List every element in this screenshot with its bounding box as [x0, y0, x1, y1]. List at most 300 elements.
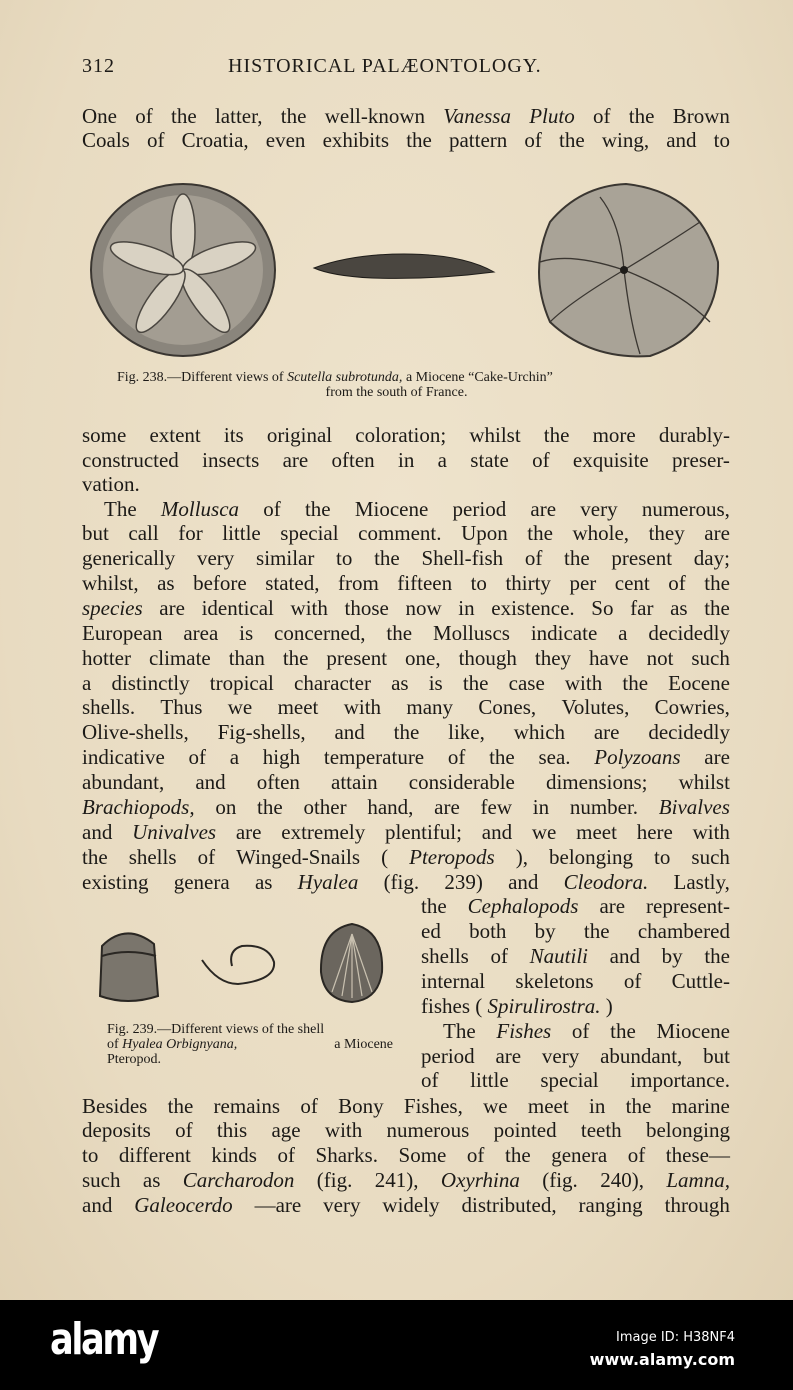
text-line — [82, 104, 730, 128]
word: decidedly — [648, 621, 730, 645]
word: shells — [128, 845, 177, 869]
text-line — [82, 621, 730, 645]
word: even — [265, 128, 306, 152]
word: are — [704, 745, 730, 769]
word: Miocene — [656, 1019, 730, 1043]
word: very — [323, 1193, 361, 1217]
word: distinctly — [111, 671, 190, 695]
word: and — [82, 820, 113, 844]
word: other — [303, 795, 347, 819]
word: many — [406, 695, 454, 719]
word: case — [508, 671, 545, 695]
text-line — [82, 695, 730, 719]
word: pattern — [448, 128, 508, 152]
word: in — [458, 596, 475, 620]
word: plentiful; — [384, 820, 462, 844]
fig-239-caption-line3: Pteropod. — [107, 1052, 162, 1067]
word: internal — [421, 969, 486, 993]
word: of — [571, 1019, 590, 1043]
running-title: HISTORICAL PALÆONTOLOGY. — [228, 55, 542, 77]
caption-species: Scutella subrotunda, — [287, 370, 403, 385]
word: of — [263, 497, 281, 521]
pteropod-shell-front-illustration — [96, 926, 162, 1006]
text-line — [421, 894, 730, 918]
text-line — [82, 546, 730, 570]
word: of — [175, 1118, 193, 1142]
word: area — [183, 621, 219, 645]
word: well-known — [324, 104, 426, 128]
text-line — [82, 646, 730, 670]
text-line — [82, 845, 730, 869]
word: abundant, — [600, 1044, 683, 1068]
word: comment. — [358, 521, 442, 545]
word: of — [188, 745, 207, 769]
word: the — [462, 671, 489, 695]
text-line — [82, 571, 730, 595]
word: teeth — [580, 1118, 622, 1142]
word: of — [668, 571, 686, 595]
italic-word: species — [82, 596, 143, 620]
word: deposits — [82, 1118, 151, 1142]
word: distributed, — [461, 1193, 557, 1217]
word: these— — [665, 1143, 730, 1167]
word: as — [142, 1168, 161, 1192]
word: similar — [256, 546, 315, 570]
italic-word: Cleodora. — [563, 870, 649, 894]
word: of — [532, 448, 550, 472]
word: to — [336, 546, 353, 570]
word: meet — [527, 1094, 569, 1118]
word: exhibits — [322, 128, 390, 152]
text-line — [82, 423, 730, 447]
word: the — [257, 795, 283, 819]
text-line — [421, 1044, 730, 1068]
word: and — [334, 720, 365, 744]
word: Bony — [338, 1094, 384, 1118]
word: durably- — [658, 423, 730, 447]
word: belonging — [645, 1118, 730, 1142]
word: different — [118, 1143, 191, 1167]
word: the — [167, 1094, 194, 1118]
word: fishes — [421, 994, 476, 1018]
word: of — [300, 1094, 318, 1118]
word: existing — [82, 870, 149, 894]
word: the — [504, 1143, 531, 1167]
word: with — [564, 671, 603, 695]
italic-word: Hyalea — [297, 870, 359, 894]
word: are — [159, 596, 185, 620]
word: state — [470, 448, 509, 472]
word: are — [434, 795, 460, 819]
italic-word: Brachiopods, — [82, 795, 195, 819]
word: are — [495, 1044, 522, 1068]
word: Cowries, — [654, 695, 730, 719]
word: Upon — [461, 521, 508, 545]
text-line — [421, 919, 730, 943]
word: we — [483, 1094, 508, 1118]
word: by — [534, 919, 556, 943]
word: temperature — [323, 745, 425, 769]
word: a — [229, 745, 240, 769]
word: (fig. — [316, 1168, 353, 1192]
word: Coals — [82, 128, 130, 152]
word: identical — [201, 596, 274, 620]
word: than — [228, 646, 265, 670]
word: Croatia, — [181, 128, 249, 152]
word: some — [82, 423, 127, 447]
word: numerous, — [641, 497, 730, 521]
word: we — [227, 695, 253, 719]
word: the — [527, 521, 553, 545]
word: European — [82, 621, 163, 645]
word: special — [540, 1068, 599, 1092]
word: ( — [381, 845, 389, 869]
word: very — [580, 497, 618, 521]
word: the — [628, 104, 655, 128]
word: both — [469, 919, 507, 943]
word: ranging — [578, 1193, 643, 1217]
word: not — [646, 646, 674, 670]
italic-word: Pluto — [529, 104, 575, 128]
word: Winged-Snails — [236, 845, 361, 869]
word: of — [627, 1143, 646, 1167]
word: are — [593, 720, 620, 744]
word: to — [82, 1143, 99, 1167]
word: of — [197, 845, 216, 869]
word: whilst, — [82, 571, 139, 595]
text-line — [82, 770, 730, 794]
word: are — [599, 894, 626, 918]
word: day; — [693, 546, 730, 570]
word: attain — [331, 770, 378, 794]
text-line — [82, 521, 730, 545]
word: more — [592, 423, 636, 447]
word: to — [470, 571, 487, 595]
word: the — [280, 104, 307, 128]
word: 241), — [374, 1168, 419, 1192]
word: and — [508, 870, 539, 894]
word: one, — [405, 646, 441, 670]
word: sea. — [538, 745, 571, 769]
word: importance. — [630, 1068, 730, 1092]
word: such — [82, 1168, 121, 1192]
word: a — [437, 448, 447, 472]
word: Volutes, — [561, 695, 630, 719]
text-line — [82, 671, 730, 695]
text-line — [82, 795, 730, 819]
word: Shell-fish — [421, 546, 504, 570]
word: of — [421, 1068, 439, 1092]
word: whilst — [469, 423, 521, 447]
word: have — [588, 646, 629, 670]
word: little — [222, 521, 261, 545]
fig-238-caption — [117, 370, 553, 385]
sea-urchin-side-view-illustration — [312, 250, 496, 282]
fig-238-caption-line2: from the south of France. — [325, 385, 468, 400]
italic-word: Cephalopods — [467, 894, 579, 918]
word: ( — [475, 994, 488, 1018]
fig-239-caption-line2 — [107, 1037, 393, 1052]
site-url: www.alamy.com — [589, 1350, 735, 1369]
word: Besides — [82, 1094, 148, 1118]
word: The — [104, 497, 137, 521]
word: thirty — [505, 571, 551, 595]
word: like, — [448, 720, 485, 744]
word: character — [294, 671, 371, 695]
word: but — [703, 1044, 730, 1068]
word: little — [470, 1068, 509, 1092]
word: the — [704, 944, 730, 968]
word: meet — [277, 695, 319, 719]
word: existence. — [491, 596, 575, 620]
sea-urchin-underside-illustration — [530, 182, 722, 360]
word: whilst — [678, 770, 730, 794]
word: Sharks. — [315, 1143, 378, 1167]
caption-text: a Miocene “Cake-Urchin” — [402, 370, 553, 385]
word: of — [490, 944, 508, 968]
text-line — [82, 1193, 730, 1217]
text-line — [82, 128, 730, 152]
word: the — [82, 845, 108, 869]
word: far — [630, 596, 654, 620]
word: genera — [551, 1143, 608, 1167]
word: Cones, — [478, 695, 537, 719]
word: Fig-shells, — [217, 720, 306, 744]
word: period — [452, 497, 507, 521]
italic-word: Galeocerdo — [134, 1193, 233, 1217]
word: represent- — [646, 894, 730, 918]
word: present — [611, 546, 673, 570]
text-line — [421, 994, 730, 1018]
word: and — [609, 944, 640, 968]
word: and — [666, 128, 697, 152]
word: vation. — [82, 472, 140, 496]
word: such — [691, 845, 730, 869]
word: its — [223, 423, 244, 447]
word: Cuttle- — [671, 969, 730, 993]
word: to — [654, 845, 671, 869]
word: age — [271, 1118, 301, 1142]
word: chambered — [637, 919, 730, 943]
word: which — [513, 720, 566, 744]
word: the — [406, 128, 432, 152]
word: the — [559, 128, 585, 152]
caption-text: of — [107, 1037, 123, 1052]
word: remains — [213, 1094, 281, 1118]
pteropod-shell-back-illustration — [318, 922, 386, 1008]
fig-239-caption-line1: Fig. 239.—Different views of the shell — [107, 1022, 325, 1037]
word: ed — [421, 919, 441, 943]
word: the — [583, 919, 610, 943]
word: with — [290, 596, 328, 620]
word: Molluscs — [432, 621, 510, 645]
word: to — [713, 128, 730, 152]
word: on — [215, 795, 237, 819]
word: the — [489, 745, 515, 769]
word: very — [196, 546, 235, 570]
word: the — [386, 621, 413, 645]
text-line — [82, 1168, 730, 1192]
word: here — [636, 820, 673, 844]
word: marine — [671, 1094, 730, 1118]
word: Thus — [160, 695, 203, 719]
word: meet — [576, 820, 617, 844]
word: Some — [398, 1143, 447, 1167]
italic-word: Nautili — [529, 944, 589, 968]
word: wing, — [601, 128, 650, 152]
text-line — [82, 596, 730, 620]
sea-urchin-top-view-illustration — [88, 182, 278, 358]
text-line — [82, 497, 730, 521]
page-number: 312 — [82, 55, 115, 77]
word: skeletons — [515, 969, 594, 993]
word: kinds — [211, 1143, 257, 1167]
text-line — [82, 745, 730, 769]
word: as — [670, 596, 688, 620]
word: the — [421, 894, 447, 918]
text-line — [82, 472, 730, 496]
text-line — [82, 1143, 730, 1167]
word: original — [266, 423, 333, 447]
word: Eocene — [668, 671, 730, 695]
word: in — [398, 448, 415, 472]
word: dimensions; — [545, 770, 648, 794]
word: pointed — [493, 1118, 557, 1142]
word: of — [623, 969, 642, 993]
word: widely — [382, 1193, 440, 1217]
word: coloration; — [355, 423, 447, 447]
word: often — [331, 448, 375, 472]
word: a — [82, 671, 92, 695]
word: period — [421, 1044, 475, 1068]
word: 239) — [444, 870, 483, 894]
italic-word: Carcharodon — [182, 1168, 295, 1192]
italic-word: Mollusca — [160, 497, 240, 521]
word: stated, — [265, 571, 320, 595]
word: concerned, — [274, 621, 366, 645]
word: per — [569, 571, 597, 595]
text-line — [421, 1019, 730, 1043]
word: are — [282, 448, 309, 472]
text-line — [421, 969, 730, 993]
word: the — [304, 497, 331, 521]
word: Fishes, — [403, 1094, 463, 1118]
word: decidedly — [648, 720, 730, 744]
word: such — [691, 646, 730, 670]
word: the — [282, 646, 309, 670]
word: before — [193, 571, 247, 595]
word: Olive-shells, — [82, 720, 189, 744]
word: ) — [605, 994, 613, 1018]
word: of — [447, 745, 466, 769]
word: hand, — [367, 795, 414, 819]
word: is — [239, 621, 254, 645]
word: latter, — [214, 104, 263, 128]
word: often — [256, 770, 300, 794]
word: ), — [515, 845, 528, 869]
word: generically — [82, 546, 176, 570]
caption-text: a Miocene — [334, 1037, 393, 1052]
watermark-bar — [0, 1300, 793, 1390]
word: extremely — [281, 820, 366, 844]
word: by — [661, 944, 683, 968]
word: the — [171, 104, 197, 128]
word: fifteen — [397, 571, 453, 595]
word: the — [704, 571, 730, 595]
word: shells — [421, 944, 469, 968]
text-line — [82, 1094, 730, 1118]
word: in — [588, 1094, 606, 1118]
word: a — [618, 621, 628, 645]
word: call — [128, 521, 159, 545]
word: is — [428, 671, 443, 695]
word: (fig. — [542, 1168, 578, 1192]
word: number. — [569, 795, 639, 819]
pteropod-shell-side-illustration — [198, 940, 280, 992]
word: tropical — [209, 671, 274, 695]
text-line — [82, 870, 730, 894]
word: 240), — [600, 1168, 644, 1192]
word: indicative — [82, 745, 165, 769]
word: are — [235, 820, 262, 844]
alamy-logo: alamy — [50, 1314, 158, 1365]
word: —are — [254, 1193, 302, 1217]
word: the — [704, 596, 730, 620]
word: considerable — [408, 770, 515, 794]
word: present — [326, 646, 388, 670]
word: few — [480, 795, 512, 819]
word: of — [135, 104, 153, 128]
word: but — [82, 521, 109, 545]
word: they — [648, 521, 685, 545]
word: in — [532, 795, 550, 819]
word: and — [82, 1193, 113, 1217]
word: the — [564, 546, 590, 570]
word: constructed — [82, 448, 179, 472]
word: Miocene — [354, 497, 429, 521]
text-line — [82, 448, 730, 472]
word: this — [216, 1118, 248, 1142]
word: and — [195, 770, 226, 794]
word: as — [254, 870, 273, 894]
word: with — [343, 695, 382, 719]
italic-word: Spirulirostra. — [487, 994, 606, 1018]
word: extent — [149, 423, 201, 447]
word: as — [157, 571, 175, 595]
word: and — [481, 820, 513, 844]
word: now — [405, 596, 442, 620]
word: preser- — [672, 448, 730, 472]
word: of — [593, 104, 611, 128]
word: though — [458, 646, 517, 670]
word: abundant, — [82, 770, 165, 794]
word: belonging — [549, 845, 634, 869]
word: whole, — [572, 521, 630, 545]
word: (fig. — [383, 870, 420, 894]
word: for — [178, 521, 203, 545]
text-line — [421, 1068, 730, 1092]
word: genera — [173, 870, 230, 894]
word: One — [82, 104, 117, 128]
word: numerous — [386, 1118, 470, 1142]
word: So — [591, 596, 614, 620]
italic-word: Polyzoans — [594, 745, 681, 769]
word: of — [524, 128, 542, 152]
italic-word: Vanessa — [443, 104, 511, 128]
word: they — [534, 646, 572, 670]
word: Lastly, — [673, 870, 730, 894]
word: we — [531, 820, 557, 844]
